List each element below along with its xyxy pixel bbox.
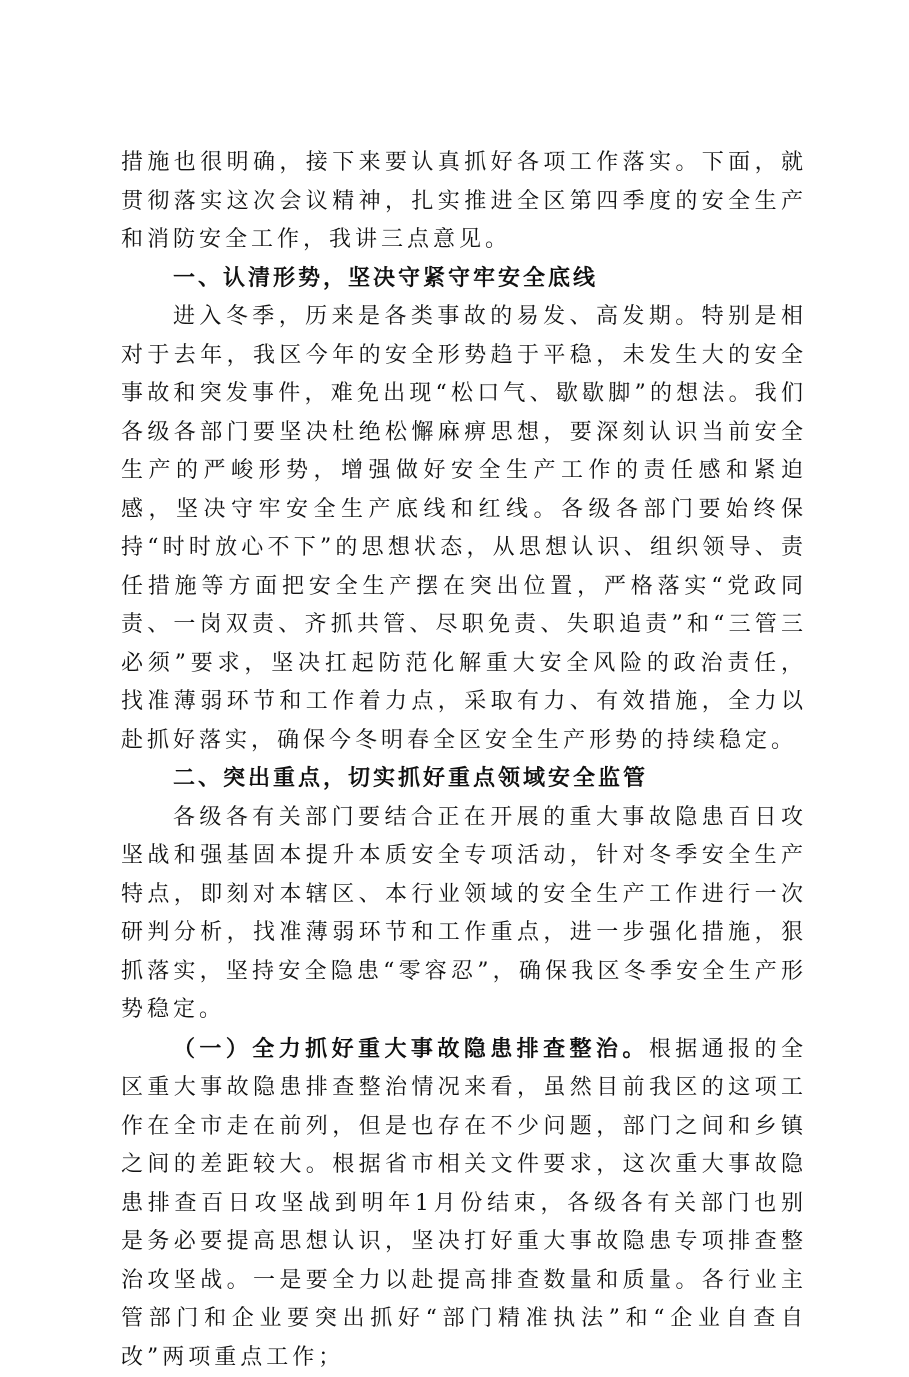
paragraph-hazard-rectification <box>121 1030 807 1377</box>
section-heading-1: 一、认清形势，坚决守紧守牢安全底线 <box>121 260 807 299</box>
paragraph-opening: 措施也很明确，接下来要认真抓好各项工作落实。下面，就贯彻落实这次会议精神，扎实推进全区第四季度的安全生产和消防安全工作，我讲三点意见。 <box>121 144 807 260</box>
document-body <box>121 144 807 1377</box>
paragraph-situation: 进入冬季，历来是各类事故的易发、高发期。特别是相对于去年，我区今年的安全形势趋于平稳，未发生大的安全事故和突发事件，难免出现“松口气、歇歇脚”的想法。我们各级各部门要坚决杜绝松懈麻痹思想，要深刻认识当前安全生产的严峻形势，增强做好安全生产工作的责任感和紧迫感，坚决守牢安全生产底线和红线。各级各部门要始终保持“时时放心不下”的思想状态，从思想认识、组织领导、责任措施等方面把安全生产摆在突出位置，严格落实“党政同责、一岗双责、齐抓共管、尽职免责、失职追责”和“三管三必须”要求，坚决扛起防范化解重大安全风险的政治责任，找准薄弱环节和工作着力点，采取有力、有效措施，全力以赴抓好落实，确保今冬明春全区安全生产形势的持续稳定。 <box>121 298 807 760</box>
subsection-body-1: 根据通报的全区重大事故隐患排查整治情况来看，虽然目前我区的这项工作在全市走在前列，但是也存在不少问题，部门之间和乡镇之间的差距较大。根据省市相关文件要求，这次重大事故隐患排查百日攻坚战到明年1月份结束，各级各有关部门也别是务必要提高思想认识，坚决打好重大事故隐患专项排查整治攻坚战。一是要全力以赴提高排查数量和质量。各行业主管部门和企业要突出抓好“部门精准执法”和“企业自查自改”两项重点工作； <box>121 1037 807 1370</box>
section-heading-2: 二、突出重点，切实抓好重点领域安全监管 <box>121 760 807 799</box>
paragraph-key-areas: 各级各有关部门要结合正在开展的重大事故隐患百日攻坚战和强基固本提升本质安全专项活动，针对冬季安全生产特点，即刻对本辖区、本行业领域的安全生产工作进行一次研判分析，找准薄弱环节和工作重点，进一步强化措施，狠抓落实，坚持安全隐患“零容忍”，确保我区冬季安全生产形势稳定。 <box>121 799 807 1030</box>
subsection-heading-1: （一）全力抓好重大事故隐患排查整治。 <box>173 1036 649 1062</box>
